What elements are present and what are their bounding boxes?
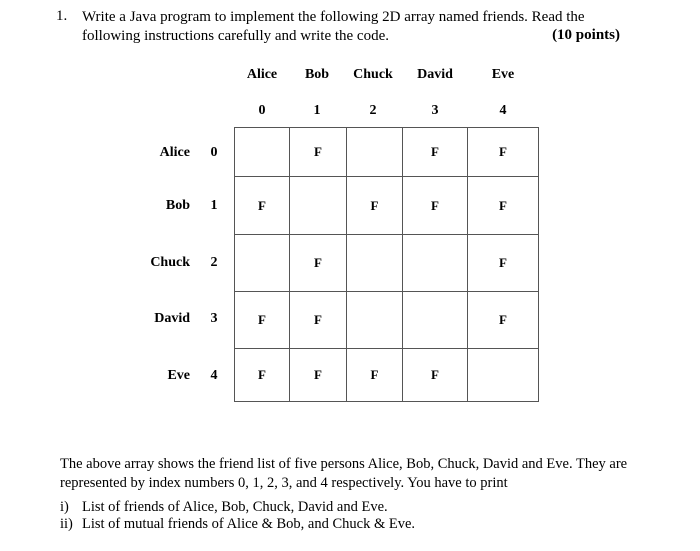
list-item [60,516,415,533]
col-index-4: 4 [499,103,507,118]
question-text: Write a Java program to implement the following 2D array named friends. Read the following instructions carefully and write the code. [82,9,585,44]
matrix-cell [403,292,468,349]
table-row [235,128,539,177]
matrix-cell: F [235,292,290,349]
matrix-cell: F [403,177,468,235]
matrix-cell [347,292,403,349]
question-number: 1. [56,8,68,24]
col-name-alice: Alice [246,67,278,82]
friends-matrix [234,127,539,402]
task-text: List of mutual friends of Alice & Bob, and Chuck & Eve. [82,516,416,532]
matrix-cell: F [290,128,347,177]
row-index-0: 0 [210,145,218,160]
matrix-cell: F [235,177,290,235]
matrix-cell: F [290,235,347,292]
matrix-cell [235,235,290,292]
matrix-cell [468,349,539,402]
table-row [235,292,539,349]
task-label: i) [60,499,69,515]
task-text: List of friends of Alice, Bob, Chuck, David and Eve. [82,499,388,515]
task-label: ii) [60,516,73,532]
col-index-1: 1 [313,103,321,118]
col-name-eve: Eve [491,67,515,82]
col-name-david: David [417,67,453,82]
list-item [60,499,415,516]
matrix-cell: F [403,128,468,177]
matrix-cell: F [468,292,539,349]
table-row [235,177,539,235]
col-index-0: 0 [258,103,266,118]
description-paragraph: The above array shows the friend list of five persons Alice, Bob, Chuck, David and Eve. They are represented by index numbers 0, 1, 2, 3, and 4 respectively. You have to print [60,456,628,491]
task-list [60,499,415,533]
row-name-alice: Alice [159,145,190,160]
row-index-2: 2 [210,255,218,270]
row-index-4: 4 [210,368,218,383]
table-row [235,349,539,402]
row-name-eve: Eve [167,368,190,383]
row-index-3: 3 [210,311,218,326]
matrix-cell: F [347,349,403,402]
matrix-cell: F [347,177,403,235]
col-name-chuck: Chuck [353,67,393,82]
matrix-cell [290,177,347,235]
question-points: (10 points) [552,27,620,43]
matrix-cell: F [468,177,539,235]
matrix-cell: F [235,349,290,402]
row-name-david: David [154,311,190,326]
matrix-cell [235,128,290,177]
matrix-cell [347,128,403,177]
row-name-chuck: Chuck [150,255,190,270]
table-row [235,235,539,292]
matrix-cell: F [290,292,347,349]
matrix-cell: F [468,235,539,292]
matrix-cell [403,235,468,292]
matrix-cell [347,235,403,292]
row-index-1: 1 [210,198,218,213]
col-name-bob: Bob [304,67,330,82]
matrix-cell: F [468,128,539,177]
matrix-cell: F [403,349,468,402]
col-index-2: 2 [369,103,377,118]
row-name-bob: Bob [165,198,190,213]
col-index-3: 3 [431,103,439,118]
matrix-cell: F [290,349,347,402]
